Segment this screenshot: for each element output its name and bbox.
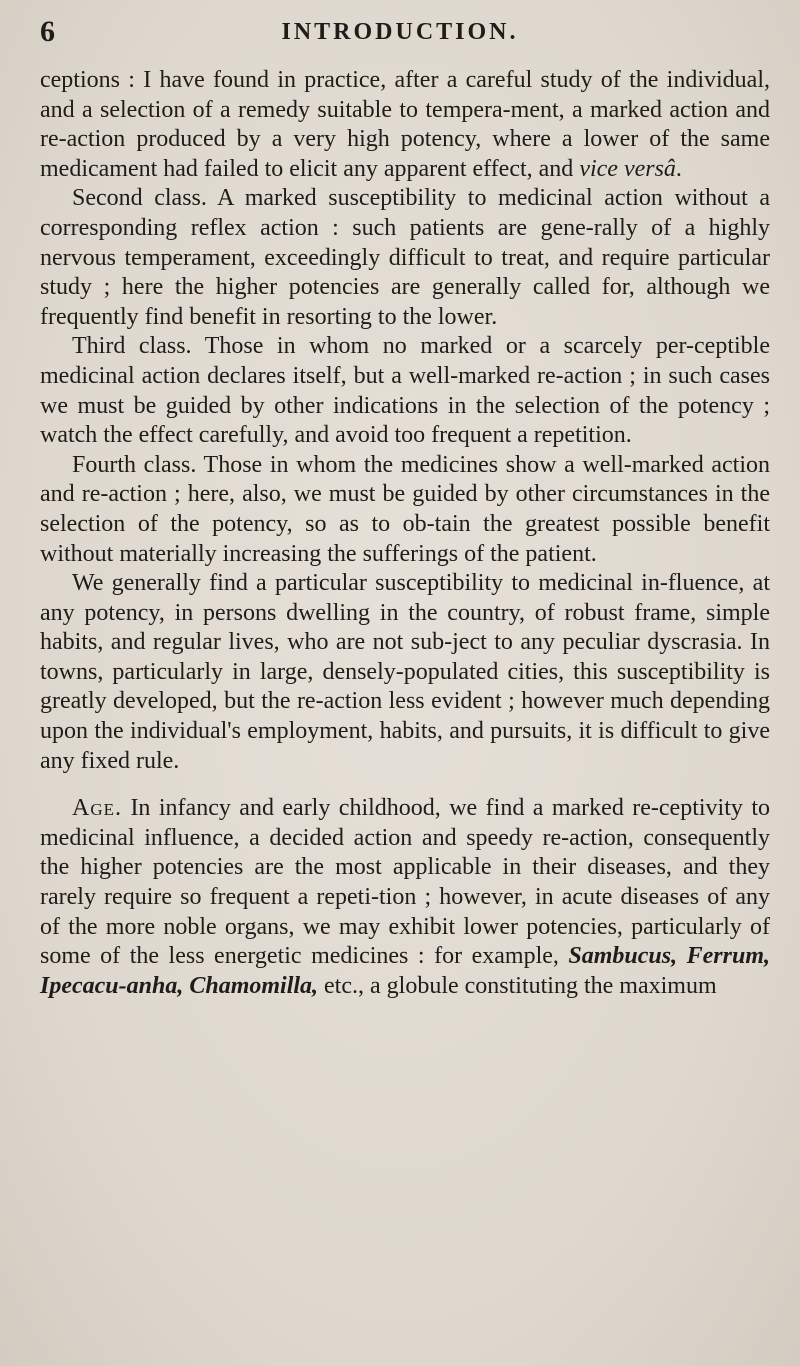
section-heading-age: Age. bbox=[72, 795, 122, 822]
paragraph-fourth-class bbox=[40, 451, 770, 569]
paragraph-age bbox=[40, 794, 770, 1001]
paragraph-exceptions bbox=[40, 66, 770, 184]
body-text bbox=[40, 66, 770, 1001]
paragraph-second-class bbox=[40, 184, 770, 332]
remedy-names: Sambucus, Ferrum, Ipecacu-anha, Chamomilla, bbox=[40, 943, 770, 999]
paragraph-end: . bbox=[675, 155, 682, 182]
italic-phrase: vice versâ bbox=[579, 155, 676, 182]
running-head: INTRODUCTION. bbox=[281, 19, 519, 45]
paragraph-text: Fourth class. Those in whom the medicines show a well-marked action and re-action ; here, also, we must be guided by other circumstances in the selection of the potency, so as to ob-tain the greatest possible benefit without materially increasing the sufferings of the patient. bbox=[40, 451, 770, 567]
page-number: 6 bbox=[40, 15, 55, 48]
paragraph-text: In infancy and early childhood, we find a marked re-ceptivity to medicinal influence, a decided action and speedy re-action, consequently the higher potencies are the most applicable in their diseases, and they rarely require so frequent a repeti-tion ; however, in acute diseases of any of the more noble organs, we may exhibit lower potencies, particularly of some of the less energetic medicines : for example, bbox=[40, 795, 770, 970]
paragraph-text: ceptions : I have found in practice, after a careful study of the individual, and a selection of a remedy suitable to tempera-ment, a marked action and re-action produced by a very high potency, where a lower of the same medicament had failed to elicit any apparent effect, and bbox=[40, 67, 770, 182]
page-header bbox=[40, 12, 760, 52]
paragraph-text: Second class. A marked susceptibility to medicinal action without a corresponding reflex action : such patients are gene-rally of a highly nervous temperament, exceedingly difficult to treat, and require particular study ; here the higher potencies are generally called for, although we frequently find benefit in resorting to the lower. bbox=[40, 185, 770, 330]
paragraph-susceptibility bbox=[40, 569, 770, 776]
paragraph-third-class bbox=[40, 332, 770, 450]
paragraph-text: We generally find a particular susceptibility to medicinal in-fluence, at any potency, in persons dwelling in the country, of robust frame, simple habits, and regular lives, who are not sub-ject to any peculiar dyscrasia. In towns, particularly in large, densely-populated cities, this susceptibility is greatly developed, but the re-action less evident ; however much depending upon the individual's employment, habits, and pursuits, it is difficult to give any fixed rule. bbox=[40, 570, 770, 774]
paragraph-text: Third class. Those in whom no marked or a scarcely per-ceptible medicinal action declares itself, but a well-marked re-action ; in such cases we must be guided by other indications in the selection of the potency ; watch the effect carefully, and avoid too frequent a repetition. bbox=[40, 333, 770, 449]
paragraph-end: etc., a globule constituting the maximum bbox=[318, 972, 717, 999]
